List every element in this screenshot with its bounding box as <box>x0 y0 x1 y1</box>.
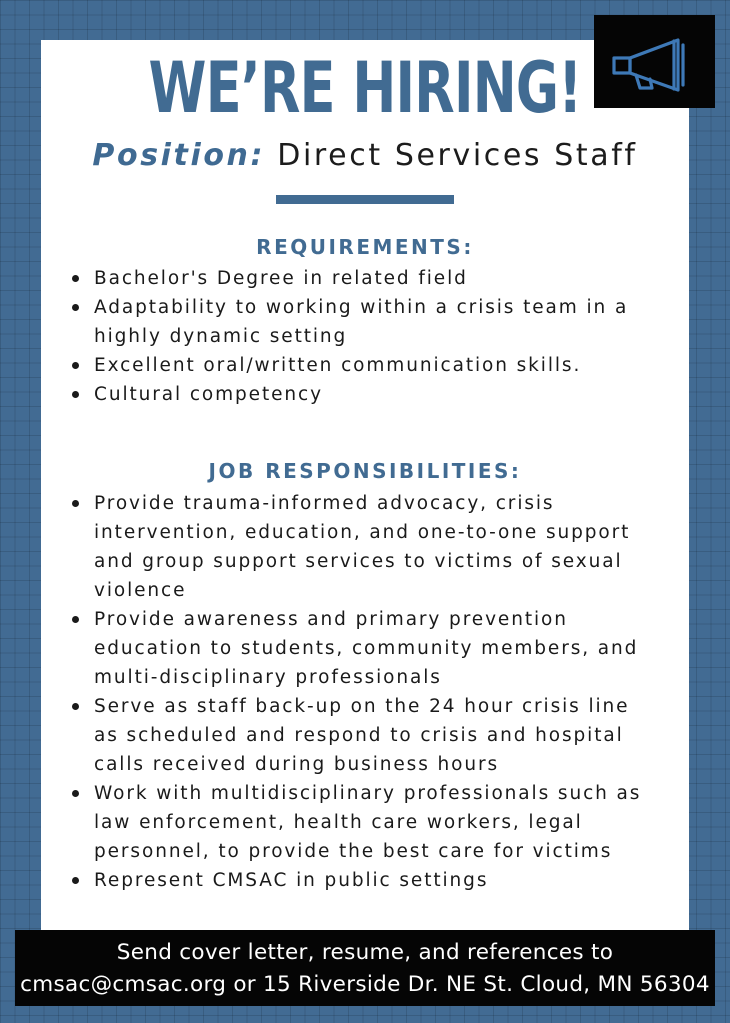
contact-footer <box>15 930 715 1006</box>
footer-line-contact: cmsac@cmsac.org or 15 Riverside Dr. NE St. Cloud, MN 56304 <box>20 972 710 997</box>
responsibilities-list <box>71 489 661 895</box>
requirement-item: Adaptability to working within a crisis team in a highly dynamic setting <box>71 293 661 351</box>
responsibility-item: Provide awareness and primary prevention education to students, community members, and multi-disciplinary professionals <box>71 605 661 692</box>
responsibility-item: Represent CMSAC in public settings <box>71 866 661 895</box>
requirements-heading: REQUIREMENTS: <box>256 235 474 259</box>
requirement-item: Excellent oral/written communication skills. <box>71 351 661 380</box>
responsibilities-heading: JOB RESPONSIBILITIES: <box>208 459 522 483</box>
footer-line-instructions: Send cover letter, resume, and references to <box>116 940 614 965</box>
requirement-item: Cultural competency <box>71 380 661 409</box>
position-label: Position: <box>92 138 266 173</box>
position-title: Direct Services Staff <box>277 138 638 173</box>
hiring-title: WE’RE HIRING! <box>148 47 582 129</box>
requirements-list <box>71 264 661 409</box>
position-line <box>0 138 730 173</box>
responsibility-item: Serve as staff back-up on the 24 hour crisis line as scheduled and respond to crisis and hospital calls received during business hours <box>71 692 661 779</box>
title-divider <box>276 195 454 204</box>
megaphone-icon <box>610 35 690 93</box>
responsibility-item: Provide trauma-informed advocacy, crisis intervention, education, and one-to-one support and group support services to victims of sexual violence <box>71 489 661 605</box>
requirement-item: Bachelor's Degree in related field <box>71 264 661 293</box>
megaphone-badge <box>594 15 715 108</box>
responsibility-item: Work with multidisciplinary professionals such as law enforcement, health care workers, legal personnel, to provide the best care for victims <box>71 779 661 866</box>
